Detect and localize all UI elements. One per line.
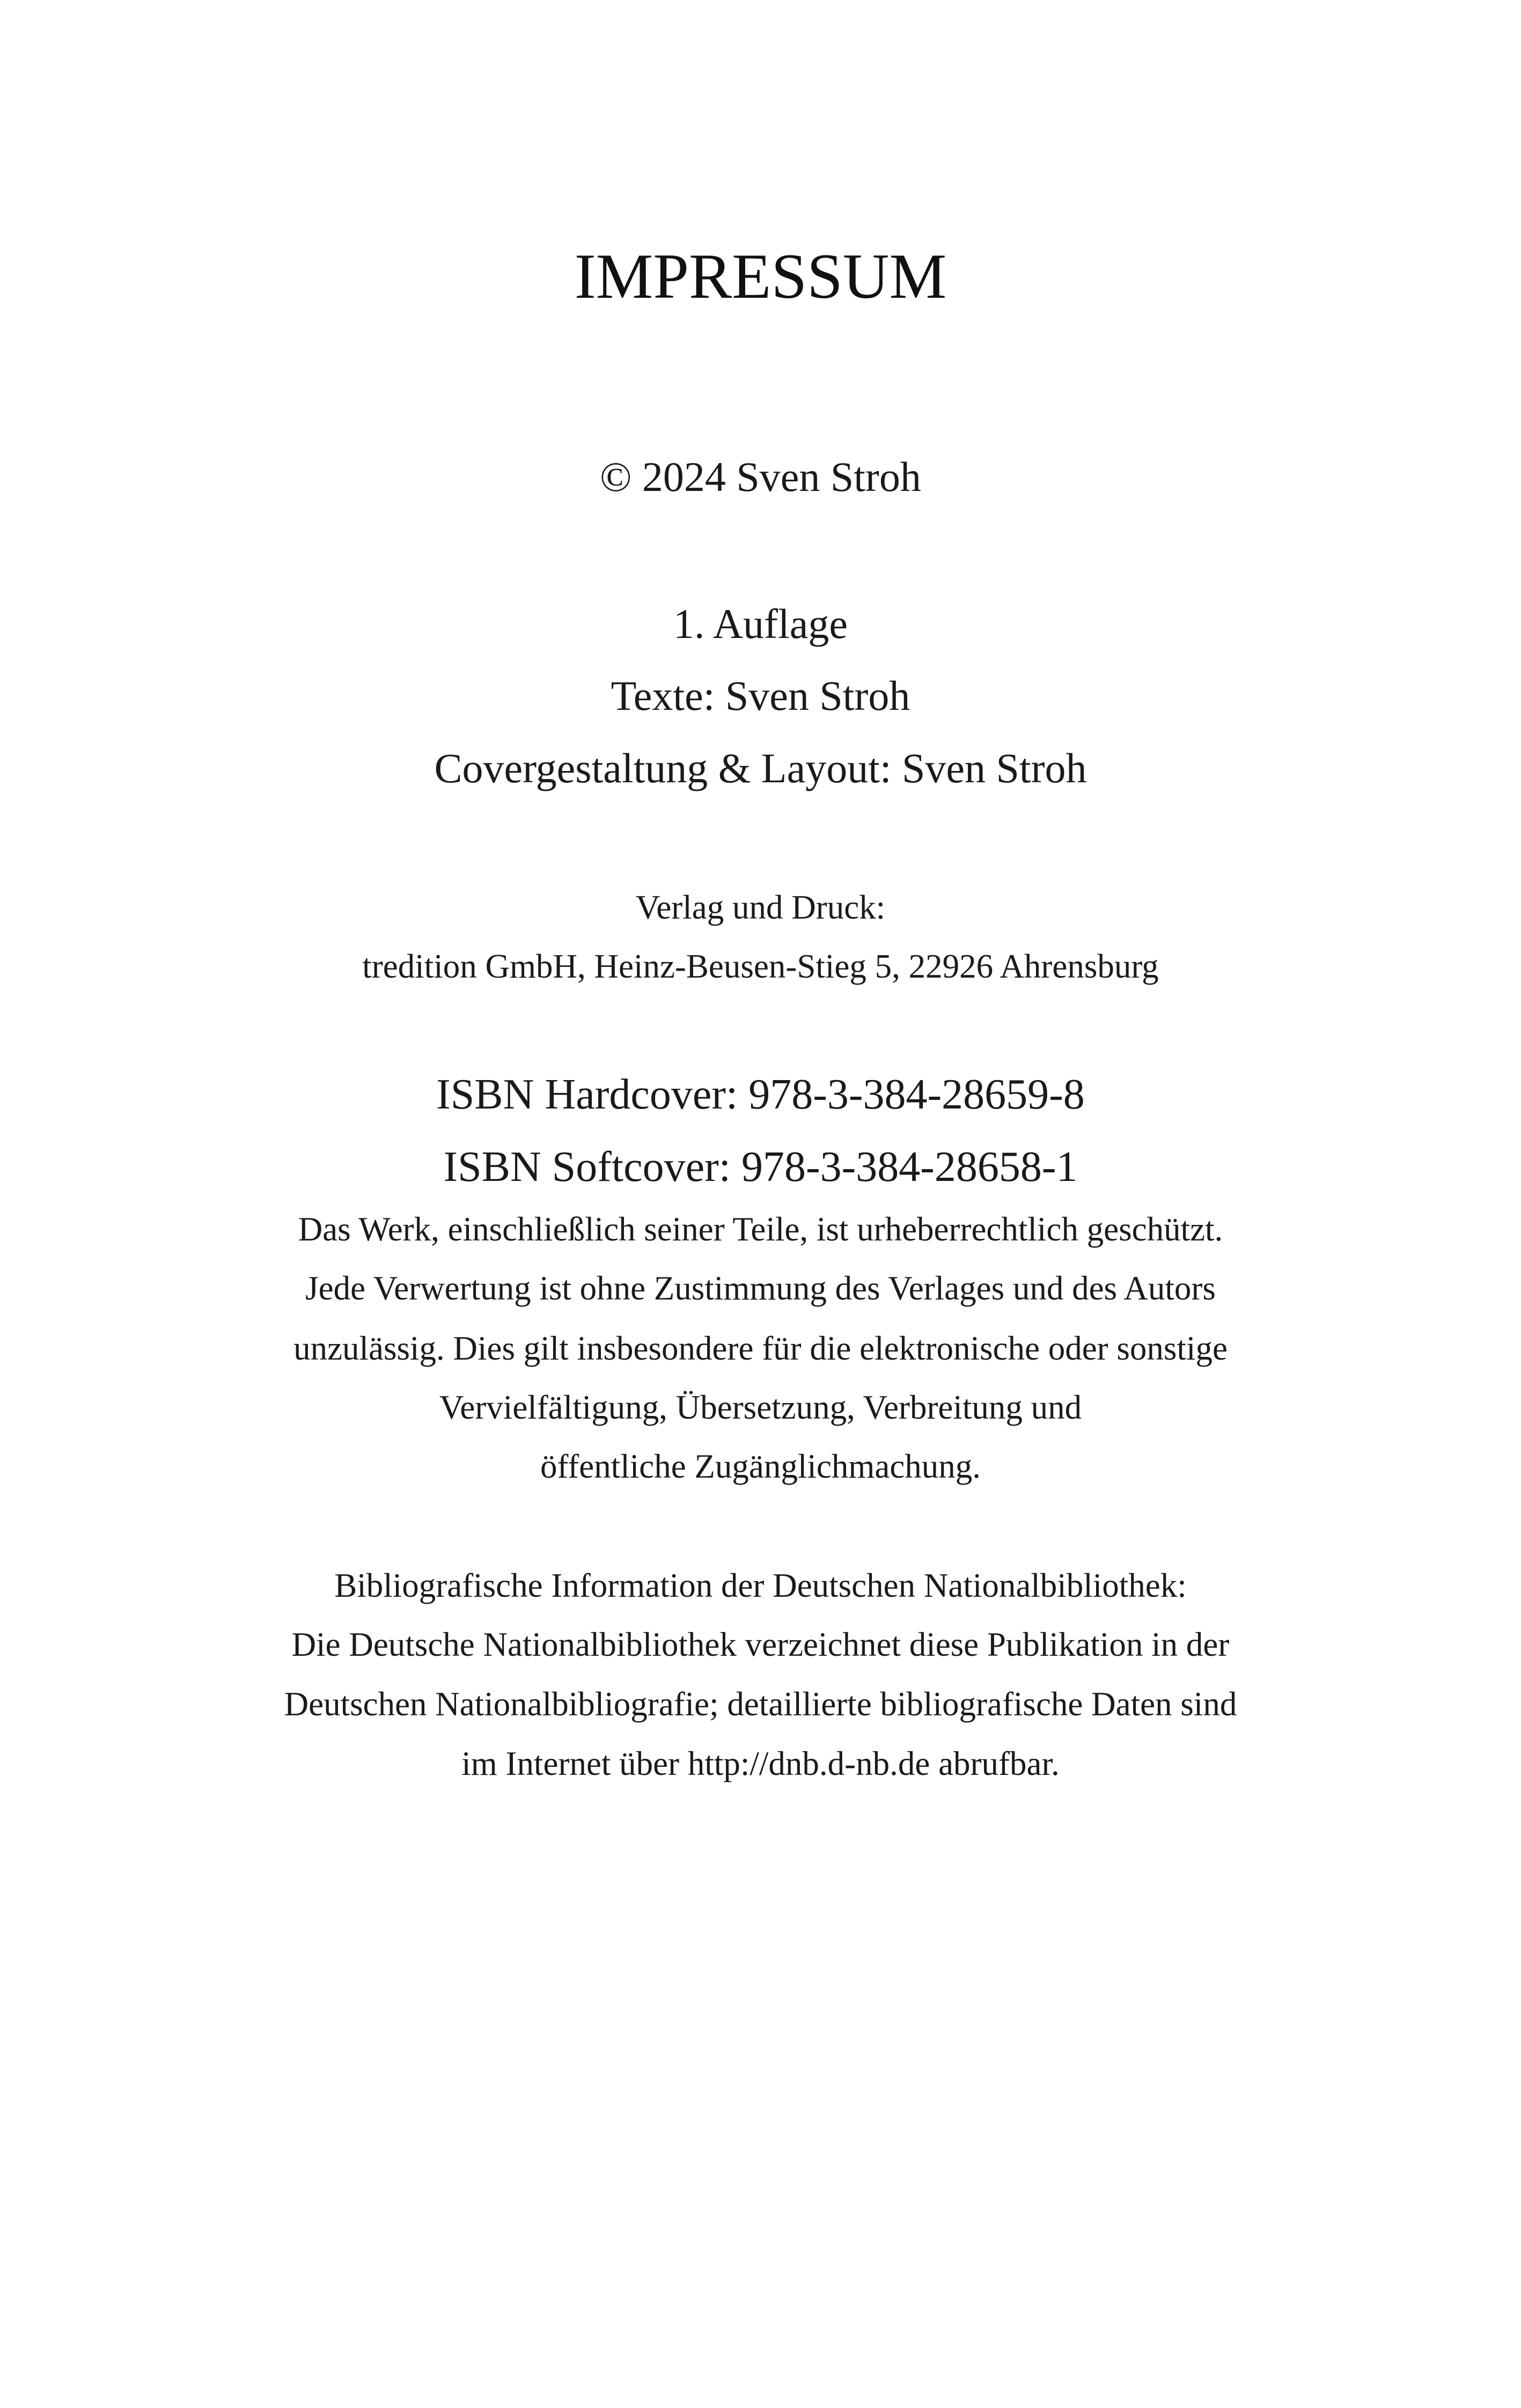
cover-layout-credit: Covergestaltung & Layout: Sven Stroh — [434, 745, 1087, 791]
copyright-notice-line: Jede Verwertung ist ohne Zustimmung des Verlages und des Autors — [305, 1269, 1216, 1307]
isbn-hardcover: ISBN Hardcover: 978-3-384-28659-8 — [436, 1071, 1085, 1118]
bibliographic-info-line: Bibliografische Information der Deutschen Nationalbibliothek: — [334, 1567, 1187, 1604]
isbn-softcover: ISBN Softcover: 978-3-384-28658-1 — [443, 1143, 1078, 1191]
copyright-notice-line: unzulässig. Dies gilt insbesondere für die elektronische oder sonstige — [293, 1330, 1228, 1367]
bibliographic-info-line: im Internet über http://dnb.d-nb.de abrufbar. — [461, 1745, 1060, 1782]
page-title: IMPRESSUM — [574, 240, 947, 312]
copyright-notice-line: öffentliche Zugänglichmachung. — [540, 1448, 981, 1485]
bibliographic-info-line: Die Deutsche Nationalbibliothek verzeichnet diese Publikation in der — [291, 1626, 1230, 1663]
copyright-line: © 2024 Sven Stroh — [600, 453, 921, 500]
bibliographic-info-line: Deutschen Nationalbibliografie; detaillierte bibliografische Daten sind — [284, 1685, 1237, 1723]
copyright-notice-line: Vervielfältigung, Übersetzung, Verbreitung und — [439, 1389, 1082, 1426]
publisher-label: Verlag und Druck: — [635, 889, 886, 926]
texts-credit: Texte: Sven Stroh — [611, 672, 910, 719]
copyright-notice-line: Das Werk, einschließlich seiner Teile, ist urheberrechtlich geschützt. — [298, 1210, 1223, 1248]
edition-line: 1. Auflage — [673, 600, 848, 647]
publisher-address: tredition GmbH, Heinz-Beusen-Stieg 5, 22926 Ahrensburg — [362, 948, 1159, 985]
